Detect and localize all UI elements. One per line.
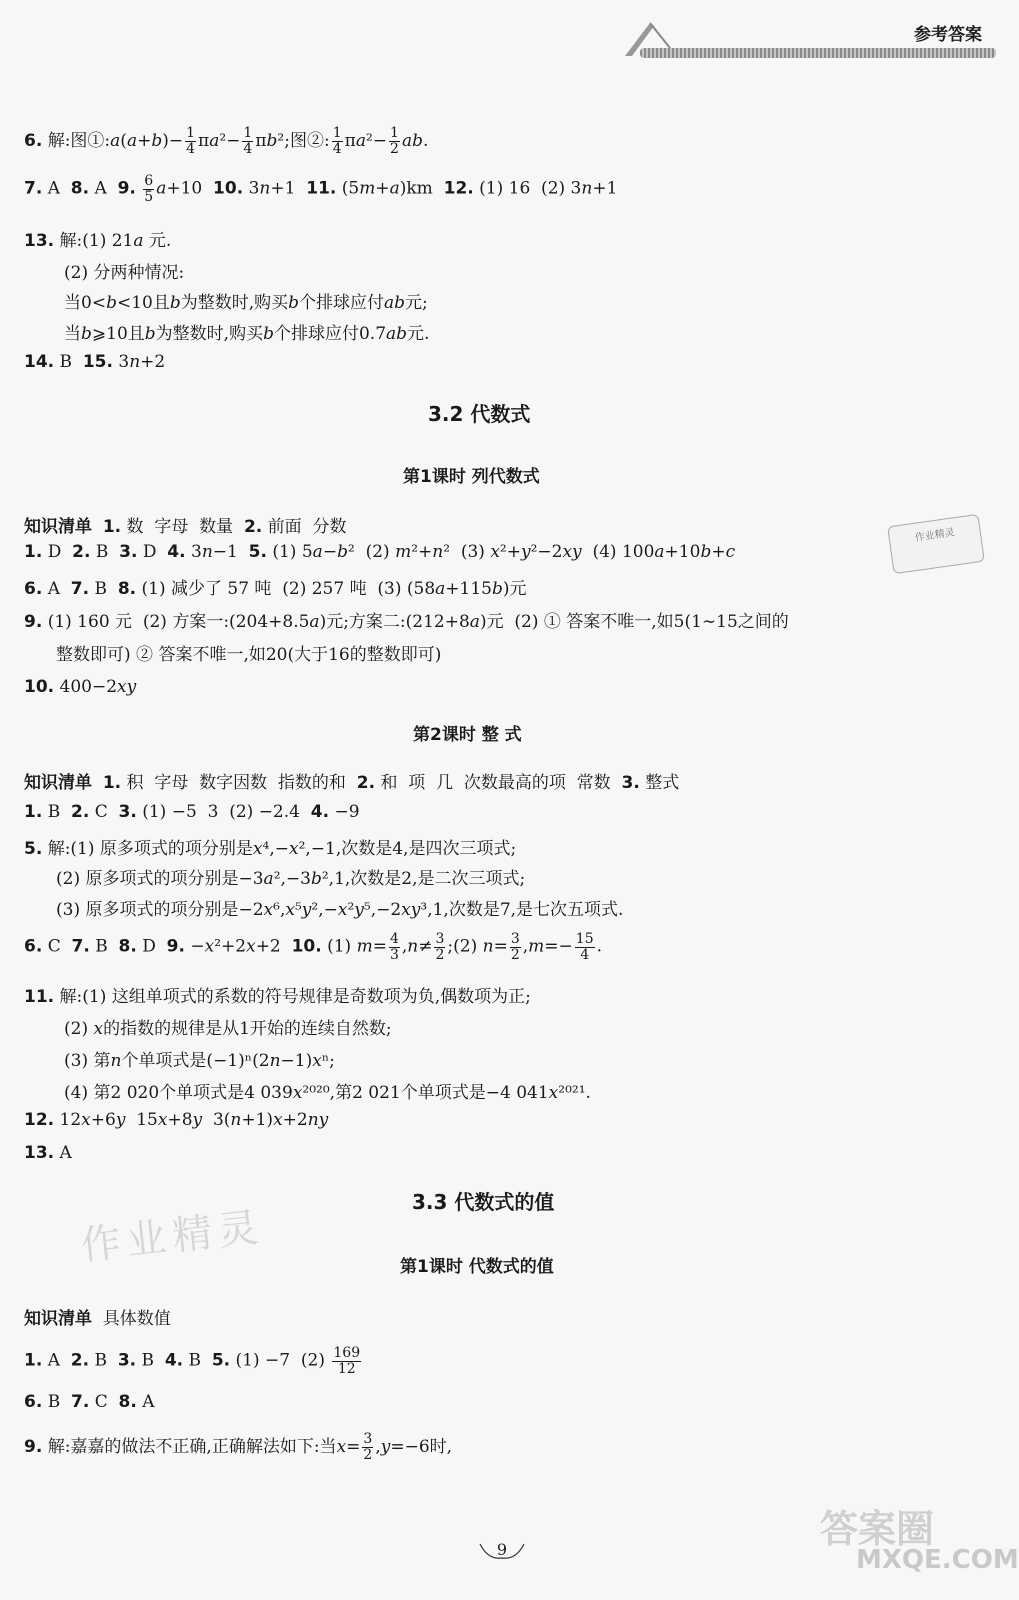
knowledge-list-2: 知识清单 1. 积 字母 数字因数 指数的和 2. 和 项 几 次数最高的项 常数 3. 整式 — [24, 773, 680, 793]
answer-6: 6. 解:图①:a(a+b)− $\frac{1}{4}$ πa²− $\frac{1}{4}$ πb²;图②: $\frac{1}{4}$ πa²− $\frac{1}{2}$ ab. — [24, 125, 429, 157]
answer-11d: (4) 第2 020个单项式是4 039x²⁰²⁰,第2 021个单项式是−4 041x²⁰²¹. — [64, 1083, 591, 1103]
header-title: 参考答案 — [910, 20, 986, 45]
stamp: 作业精灵 — [887, 514, 985, 574]
answer-13: 13. A — [24, 1143, 72, 1163]
answer-11c: (3) 第n个单项式是(−1)ⁿ(2n−1)xⁿ; — [64, 1051, 335, 1071]
page-number: 9 — [478, 1538, 526, 1564]
lesson-title-1: 第1课时 列代数式 — [403, 467, 540, 487]
answer-6-8-b: 6. B 7. C 8. A — [24, 1392, 155, 1412]
answer-1-4: 1. B 2. C 3. (1) −5 3 (2) −2.4 4. −9 — [24, 802, 360, 822]
header-bar — [640, 48, 996, 58]
answer-13d: 当b⩾10且b为整数时,购买b个排球应付0.7ab元. — [64, 324, 430, 344]
section-title-3-3: 3.3 代数式的值 — [412, 1190, 555, 1214]
watermark: 作业精灵 — [78, 1204, 267, 1270]
answer-1-5: 1. D 2. B 3. D 4. 3n−1 5. (1) 5a−b² (2) m²+n² (3) x²+y²−2xy (4) 100a+10b+c — [24, 542, 736, 562]
answer-11b: (2) x的指数的规律是从1开始的连续自然数; — [64, 1019, 392, 1039]
answer-9b: 整数即可) ② 答案不唯一,如20(大于16的整数即可) — [56, 645, 442, 665]
answer-13c: 当0<b<10且b为整数时,购买b个排球应付ab元; — [64, 293, 428, 313]
section-title-3-2: 3.2 代数式 — [428, 402, 531, 426]
lesson-title-3: 第1课时 代数式的值 — [400, 1257, 554, 1277]
knowledge-list-1: 知识清单 1. 数 字母 数量 2. 前面 分数 — [24, 517, 347, 537]
answer-10: 10. 400−2xy — [24, 677, 137, 697]
answer-6-8: 6. A 7. B 8. (1) 减少了 57 吨 (2) 257 吨 (3) (58a+115b)元 — [24, 579, 527, 599]
footer-watermark-url: MXQE.COM — [856, 1545, 1019, 1575]
answer-9a: 9. (1) 160 元 (2) 方案一:(204+8.5a)元;方案二:(212+8a)元 (2) ① 答案不唯一,如5(1∼15之间的 — [24, 612, 789, 632]
answer-5b: (2) 原多项式的项分别是−3a²,−3b²,1,次数是2,是二次三项式; — [56, 869, 526, 889]
answer-7-12: 7. A 8. A 9. $\frac{6}{5}$ a+10 10. 3n+1 11. (5m+a)km 12. (1) 16 (2) 3n+1 — [24, 173, 618, 205]
answer-1-5-b: 1. A 2. B 3. B 4. B 5. (1) −7 (2) $\frac{169}{12}$ — [24, 1345, 361, 1377]
answer-13b: (2) 分两种情况: — [64, 263, 185, 283]
answer-9-c: 9. 解:嘉嘉的做法不正确,正确解法如下:当x= $\frac{3}{2}$ ,y=−6时, — [24, 1431, 453, 1463]
page-header — [620, 18, 996, 60]
answer-6-10: 6. C 7. B 8. D 9. −x²+2x+2 10. (1) m= $\frac{4}{3}$ ,n≠ $\frac{3}{2}$ ;(2) n= $\frac{3}{2}$ ,m=− $\frac{15}{4}$ . — [24, 931, 603, 963]
answer-5c: (3) 原多项式的项分别是−2x⁶,x⁵y²,−x²y⁵,−2xy³,1,次数是7,是七次五项式. — [56, 900, 624, 920]
answer-11a: 11. 解:(1) 这组单项式的系数的符号规律是奇数项为负,偶数项为正; — [24, 987, 531, 1007]
footer-watermark: 答案圈 — [820, 1507, 935, 1551]
answer-14-15: 14. B 15. 3n+2 — [24, 352, 166, 372]
lesson-title-2: 第2课时 整 式 — [413, 725, 522, 745]
answer-5a: 5. 解:(1) 原多项式的项分别是x⁴,−x²,−1,次数是4,是四次三项式; — [24, 839, 517, 859]
answer-12: 12. 12x+6y 15x+8y 3(n+1)x+2ny — [24, 1110, 329, 1130]
knowledge-list-3: 知识清单 具体数值 — [24, 1309, 171, 1329]
answer-13a: 13. 解:(1) 21a 元. — [24, 231, 172, 251]
